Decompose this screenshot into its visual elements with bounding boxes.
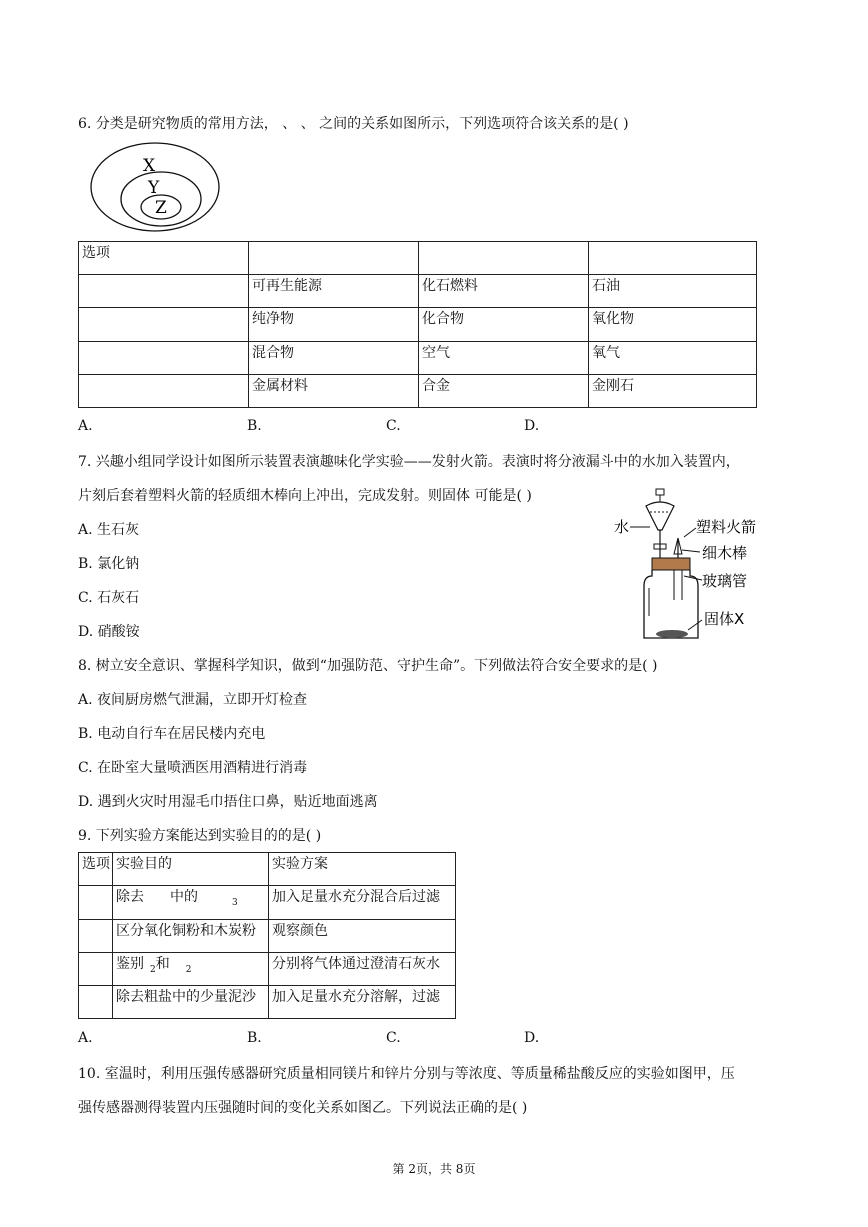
- q8-choice-a: A. 夜间厨房燃气泄漏，立即开灯检查: [78, 692, 308, 708]
- venn-label-z: Z: [155, 198, 167, 218]
- table-row: 选项: [79, 242, 757, 275]
- q7-choice-b: B. 氯化钠: [78, 556, 140, 572]
- label-solid: 固体X: [704, 610, 745, 628]
- q7-choice-d: D. 硝酸铵: [78, 624, 140, 640]
- q9-table: [78, 852, 456, 1019]
- option-d: D.: [524, 418, 540, 434]
- label-rocket: 塑料火箭: [696, 518, 757, 536]
- q8-stem: 8. 树立安全意识、掌握科学知识，做到“加强防范、守护生命”。下列做法符合安全要求的是( ): [78, 658, 658, 674]
- option-c: C.: [386, 418, 401, 434]
- label-stick: 细木棒: [702, 544, 748, 562]
- q10-stem-line2: 强传感器测得装置内压强随时间的变化关系如图乙。下列说法正确的是( ): [78, 1100, 528, 1116]
- q9-stem: 9. 下列实验方案能达到实验目的的是( ): [78, 828, 322, 844]
- page-footer: 第 2页，共 8页: [392, 1162, 476, 1176]
- q8-choice-c: C. 在卧室大量喷洒医用酒精进行消毒: [78, 760, 308, 776]
- rocket-apparatus-figure: [612, 484, 782, 644]
- venn-label-x: X: [143, 156, 156, 176]
- option-b: B.: [247, 418, 262, 434]
- option-c: C.: [386, 1030, 401, 1046]
- q7-choice-c: C. 石灰石: [78, 590, 140, 606]
- option-a: A.: [78, 418, 93, 434]
- q6-stem: 6. 分类是研究物质的常用方法， 、 、 之间的关系如图所示，下列选项符合该关系的是( ): [78, 116, 629, 132]
- table-row: 区分氧化铜粉和木炭粉 观察颜色: [79, 920, 456, 953]
- table-row: 可再生能源 化石燃料 石油: [79, 275, 757, 308]
- table-row: 除去粗盐中的少量泥沙 加入足量水充分溶解，过滤: [79, 986, 456, 1019]
- q7-stem-line1: 7. 兴趣小组同学设计如图所示装置表演趣味化学实验——发射火箭。表演时将分液漏斗中的水加入装置内，: [78, 454, 740, 470]
- venn-diagram: [88, 140, 224, 234]
- q7-stem-line2: 片刻后套着塑料火箭的轻质细木棒向上冲出，完成发射。则固体 可能是( ): [78, 488, 532, 504]
- table-row: 混合物 空气 氧气: [79, 342, 757, 375]
- q7-choice-a: A. 生石灰: [78, 522, 140, 538]
- table-row: 纯净物 化合物 氧化物: [79, 308, 757, 342]
- label-tube: 玻璃管: [702, 572, 748, 590]
- table-row: 金属材料 合金 金刚石: [79, 375, 757, 408]
- venn-label-y: Y: [148, 178, 160, 198]
- q8-choice-d: D. 遇到火灾时用湿毛巾捂住口鼻，贴近地面逃离: [78, 794, 378, 810]
- table-row: 除去 中的 $_3$ 加入足量水充分混合后过滤: [79, 886, 456, 920]
- table-row: 鉴别 $_2$和 $_2$ 分别将气体通过澄清石灰水: [79, 953, 456, 986]
- option-d: D.: [524, 1030, 540, 1046]
- q6-table: [78, 241, 757, 408]
- q8-choice-b: B. 电动自行车在居民楼内充电: [78, 726, 266, 742]
- q10-stem-line1: 10. 室温时，利用压强传感器研究质量相同镁片和锌片分别与等浓度、等质量稀盐酸反应的实验如图甲，压: [78, 1066, 735, 1082]
- option-a: A.: [78, 1030, 93, 1046]
- option-b: B.: [247, 1030, 262, 1046]
- table-row: 选项 实验目的 实验方案: [79, 853, 456, 886]
- label-water: 水: [614, 518, 630, 536]
